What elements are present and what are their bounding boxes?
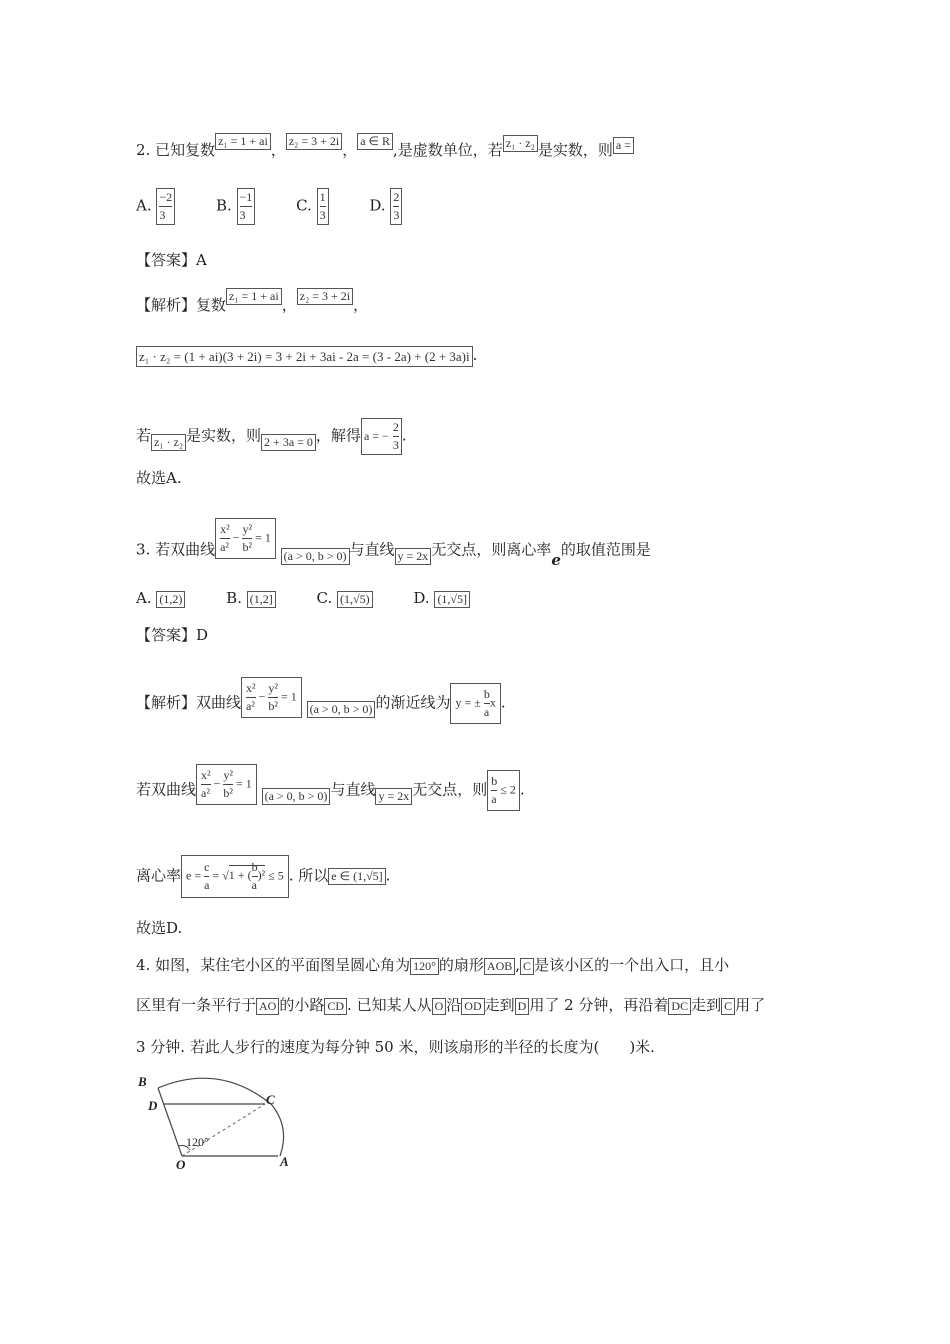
asymptote-formula: y = ± $\frac{b}{a}$ x: [450, 683, 500, 724]
q2-final: 故选A.: [136, 469, 182, 487]
hyperbola-formula: $\frac{\text{x²}}{\text{a²}}$ − $\frac{\text{y²}}{\text{b²}}$ = 1: [215, 518, 276, 559]
sector-arc: [158, 1078, 284, 1156]
q3-analysis-3: 离心率 e = $\frac{c}{a}$ = √1 + ( $\frac{b}{a}$ )² ≤ 5 . 所以 e ∈ (1,√5] .: [136, 855, 390, 898]
label-b: B: [138, 1074, 147, 1089]
q2-stem: 2. 已知复数z₁ = 1 + ai，z₂ = 3 + 2i，a ∈ R,是虚数单位，若 z₁ · z₂ 是实数，则 a =: [136, 140, 634, 160]
eccentricity-formula: e = $\frac{c}{a}$ = √1 + ( $\frac{b}{a}$ )² ≤ 5: [181, 855, 289, 898]
label-o: O: [176, 1157, 186, 1170]
option-a: $\frac{-2}{3}$: [156, 188, 175, 225]
option-d: (1,√5]: [434, 591, 470, 608]
a-in-r: a ∈ R: [357, 133, 393, 150]
option-c: $\frac{1}{3}$: [317, 188, 329, 225]
q2-product: z₁ · z₂ = (1 + ai)(3 + 2i) = 3 + 2i + 3ai - 2a = (3 - 2a) + (2 + 3a)i .: [136, 345, 477, 367]
q2-analysis: 【解析】复数z₁ = 1 + ai，z₂ = 3 + 2i，: [136, 288, 369, 314]
q2-answer: 【答案】A: [136, 251, 207, 269]
q4-line1: 4. 如图，某住宅小区的平面图呈圆心角为 120° 的扇形 AOB , C 是该小区的一个出入口，且小: [136, 956, 730, 974]
label-c: C: [266, 1092, 275, 1107]
q2-solution: a = − $\frac{2}{3}$: [361, 418, 402, 455]
q3-answer: 【答案】D: [136, 626, 209, 644]
ratio-formula: $\frac{b}{a}$ ≤ 2: [487, 770, 520, 811]
option-d: $\frac{2}{3}$: [390, 188, 402, 225]
q3-final: 故选D.: [136, 919, 183, 937]
q3-analysis-1: 【解析】双曲线 $\frac{\text{x²}}{\text{a²}}$ − $\frac{\text{y²}}{\text{b²}}$ = 1 (a > 0, b > 0) 的渐近线为 y = ± $\frac{b}{a}$ x .: [136, 683, 506, 724]
option-c: (1,√5): [337, 591, 373, 608]
z1z2-formula: z₁ · z₂: [503, 135, 538, 152]
label-a: A: [280, 1154, 289, 1169]
q3-stem: 3. 若双曲线 $\frac{\text{x²}}{\text{a²}}$ − $\frac{\text{y²}}{\text{b²}}$ = 1 (a > 0, b > 0) 与直线 y = 2x 无交点，则离心率e的取值范围是: [136, 530, 651, 571]
z2-formula: z₂ = 3 + 2i: [286, 133, 342, 150]
option-a: (1,2): [156, 591, 185, 608]
q2-options: A. $\frac{-2}{3}$ B. $\frac{-1}{3}$ C. $\frac{1}{3}$ D. $\frac{2}{3}$: [136, 188, 438, 225]
option-b: $\frac{-1}{3}$: [237, 188, 256, 225]
q4-line3: 3 分钟. 若此人步行的速度为每分钟 50 米，则该扇形的半径的长度为( )米.: [136, 1038, 655, 1056]
a-eq: a =: [613, 137, 634, 154]
z1-formula: z₁ = 1 + ai: [215, 133, 271, 150]
q3-analysis-2: 若双曲线 $\frac{\text{x²}}{\text{a²}}$ − $\frac{\text{y²}}{\text{b²}}$ = 1 (a > 0, b > 0) 与直线 y = 2x 无交点，则 $\frac{b}{a}$ ≤ 2 .: [136, 770, 525, 811]
option-b: (1,2]: [247, 591, 276, 608]
q4-line2: 区里有一条平行于 AO 的小路 CD . 已知某人从 O 沿 OD 走到 D 用了 2 分钟，再沿着 DC 走到 C 用了: [136, 996, 766, 1014]
sector-figure: [130, 1070, 300, 1170]
label-angle: 120°: [186, 1135, 209, 1149]
label-d: D: [148, 1098, 158, 1113]
q3-options: A. (1,2) B. (1,2] C. (1,√5) D. (1,√5]: [136, 588, 506, 608]
q2-condition-line: 若 z₁ · z₂ 是实数，则 2 + 3a = 0 ，解得 a = − $\frac{2}{3}$ .: [136, 418, 407, 455]
